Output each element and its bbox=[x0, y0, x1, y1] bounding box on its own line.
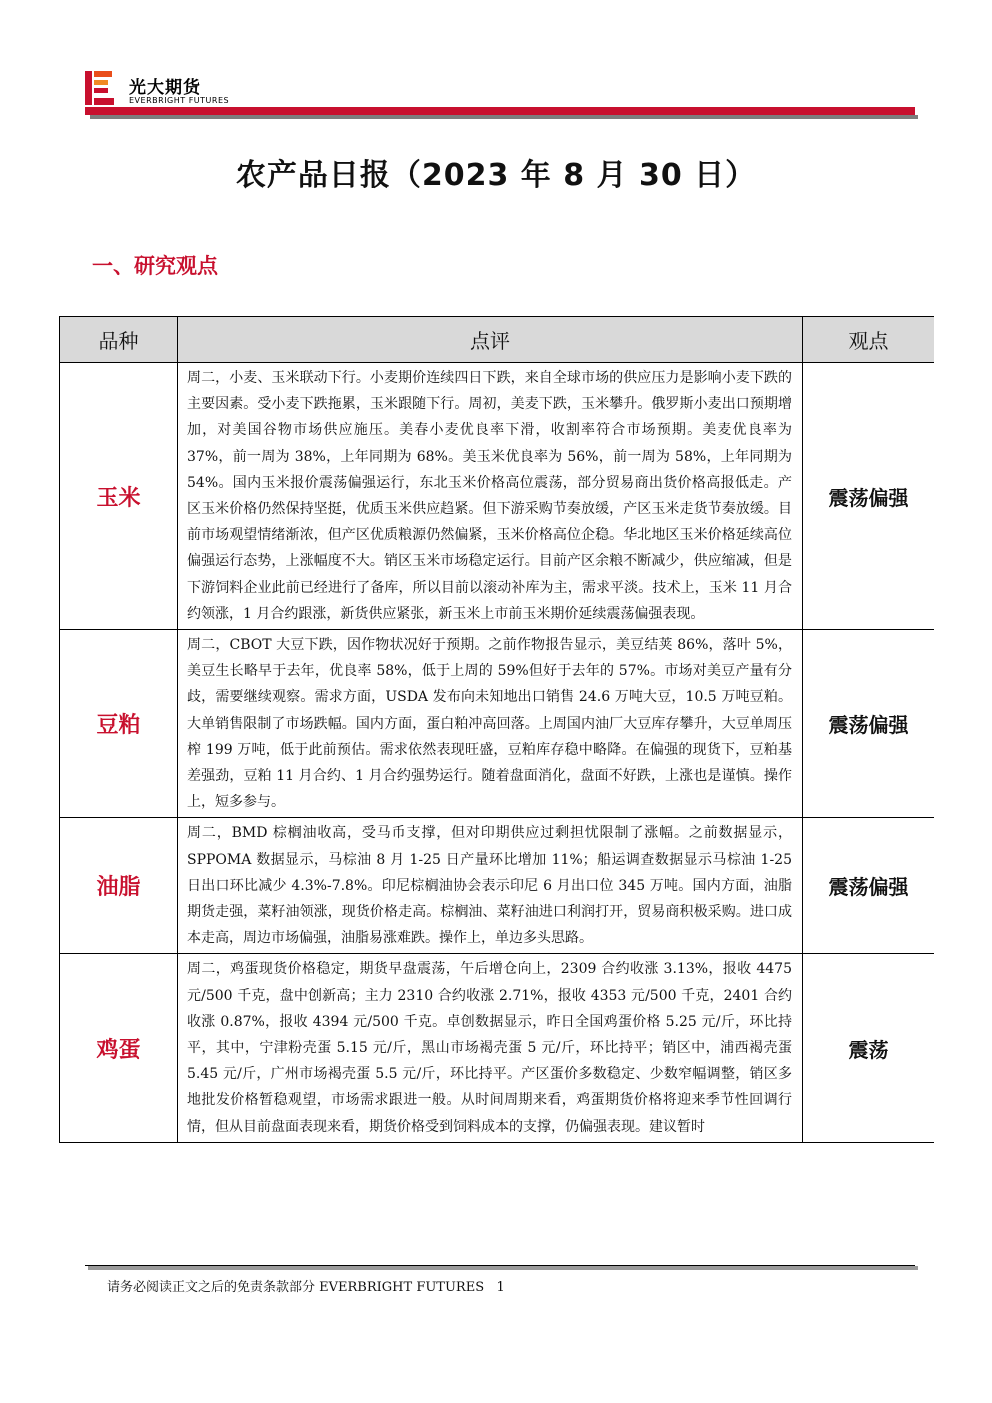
table-row bbox=[60, 630, 935, 818]
column-header-variety: 品种 bbox=[60, 317, 178, 363]
variety-cell: 玉米 bbox=[60, 363, 178, 630]
view-cell: 震荡 bbox=[803, 954, 935, 1142]
footer-rule-shadow bbox=[88, 1266, 918, 1270]
view-cell: 震荡偏强 bbox=[803, 363, 935, 630]
variety-cell: 油脂 bbox=[60, 818, 178, 954]
comment-cell: 周二，CBOT 大豆下跌，因作物状况好于预期。之前作物报告显示，美豆结荚 86%，落叶 5%，美豆生长略早于去年，优良率 58%，低于上周的 59%但好于去年的 57%。市场对美豆产量有分歧，需要继续观察。需求方面，USDA 发布向未知地出口销售 24.6 万吨大豆，10.5 万吨豆粕。大单销售限制了市场跌幅。国内方面，蛋白粕冲高回落。上周国内油厂大豆库存攀升，大豆单周压榨 199 万吨，低于此前预估。需求依然表现旺盛，豆粕库存稳中略降。在偏强的现货下，豆粕基差强劲，豆粕 11 月合约、1 月合约强势运行。随着盘面消化，盘面不好跌，上涨也是谨慎。操作上，短多参与。 bbox=[178, 630, 803, 818]
table-row bbox=[60, 954, 935, 1142]
research-table-wrapper bbox=[59, 316, 934, 1256]
table-row bbox=[60, 818, 935, 954]
page-number: 1 bbox=[496, 1280, 505, 1295]
research-table bbox=[59, 316, 934, 1143]
table-row bbox=[60, 363, 935, 630]
view-cell: 震荡偏强 bbox=[803, 818, 935, 954]
column-header-comment: 点评 bbox=[178, 317, 803, 363]
page-footer bbox=[107, 1276, 505, 1295]
section-heading: 一、研究观点 bbox=[92, 254, 218, 278]
table-header-row bbox=[60, 317, 935, 363]
comment-cell: 周二，小麦、玉米联动下行。小麦期价连续四日下跌，来自全球市场的供应压力是影响小麦下跌的主要因素。受小麦下跌拖累，玉米跟随下行。周初，美麦下跌，玉米攀升。俄罗斯小麦出口预期增加，对美国谷物市场供应施压。美春小麦优良率下滑，收割率符合市场预期。美麦优良率为 37%，前一周为 38%，上年同期为 68%。美玉米优良率为 56%，前一周为 58%，上年同期为 54%。国内玉米报价震荡偏强运行，东北玉米价格高位震荡，部分贸易商出货价格高报低走。产区玉米价格仍然保持坚挺，优质玉米供应趋紧。但下游采购节奏放缓，产区玉米走货节奏放缓。目前市场观望情绪渐浓，但产区优质粮源仍然偏紧，玉米价格高位企稳。华北地区玉米价格延续高位偏强运行态势，上涨幅度不大。销区玉米市场稳定运行。目前产区余粮不断减少，供应缩减，但是下游饲料企业此前已经进行了备库，所以目前以滚动补库为主，需求平淡。技术上，玉米 11 月合约领涨，1 月合约跟涨，新货供应紧张，新玉米上市前玉米期价延续震荡偏强表现。 bbox=[178, 363, 803, 630]
column-header-view: 观点 bbox=[803, 317, 935, 363]
comment-cell: 周二，BMD 棕榈油收高，受马币支撑，但对印期供应过剩担忧限制了涨幅。之前数据显示，SPPOMA 数据显示，马棕油 8 月 1-25 日产量环比增加 11%；船运调查数据显示马棕油 1-25 日出口环比减少 4.3%-7.8%。印尼棕榈油协会表示印尼 6 月出口位 345 万吨。国内方面，油脂期货走强，菜籽油领涨，现货价格走高。棕榈油、菜籽油进口利润打开，贸易商积极采购。进口成本走高，周边市场偏强，油脂易涨难跌。操作上，单边多头思路。 bbox=[178, 818, 803, 954]
brand-name-cn: 光大期货 bbox=[129, 78, 201, 98]
report-title: 农产品日报（2023 年 8 月 30 日） bbox=[235, 158, 757, 193]
brand-name-en: EVERBRIGHT FUTURES bbox=[129, 96, 230, 105]
header-rule-shadow bbox=[90, 115, 918, 119]
view-cell: 震荡偏强 bbox=[803, 630, 935, 818]
footer-disclaimer: 请务必阅读正文之后的免责条款部分 bbox=[107, 1280, 316, 1295]
header-rule bbox=[85, 107, 915, 115]
footer-brand: EVERBRIGHT FUTURES bbox=[319, 1280, 485, 1295]
variety-cell: 豆粕 bbox=[60, 630, 178, 818]
variety-cell: 鸡蛋 bbox=[60, 954, 178, 1142]
comment-cell: 周二，鸡蛋现货价格稳定，期货早盘震荡，午后增仓向上，2309 合约收涨 3.13%，报收 4475 元/500 千克，盘中创新高；主力 2310 合约收涨 2.71%，报收 4353 元/500 千克，2401 合约收涨 0.87%，报收 4394 元/500 千克。卓创数据显示，昨日全国鸡蛋价格 5.25 元/斤，环比持平，其中，宁津粉壳蛋 5.15 元/斤，黑山市场褐壳蛋 5 元/斤，环比持平；销区中，浦西褐壳蛋 5.45 元/斤，广州市场褐壳蛋 5.5 元/斤，环比持平。产区蛋价多数稳定、少数窄幅调整，销区多地批发价格暂稳观望，市场需求跟进一般。从时间周期来看，鸡蛋期货价格将迎来季节性回调行情，但从目前盘面表现来看，期货价格受到饲料成本的支撑，仍偏强表现。建议暂时 bbox=[178, 954, 803, 1142]
everbright-logo-icon bbox=[85, 71, 119, 105]
